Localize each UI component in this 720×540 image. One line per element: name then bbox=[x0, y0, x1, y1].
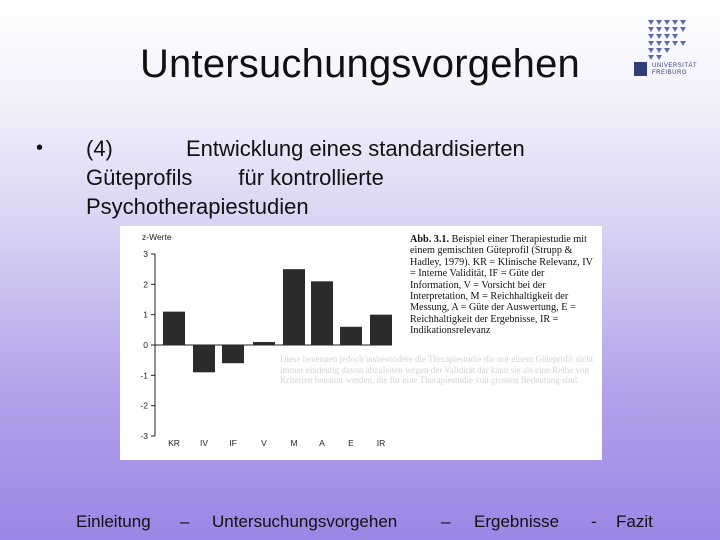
logo-text: UNIVERSITÄT FREIBURG bbox=[652, 63, 698, 76]
bar bbox=[283, 269, 305, 345]
bleed-through-text: Diese benennen jedoch insbesondere die Therapiestudie die mit einem Güteprofil nicht immer eindeutig davon abzuleiten wegen der Validität dar kann sie als eine Reihe von Kriterien benannt werden, die für eine Therapiestudie von grossen Bedeutung sind. bbox=[280, 354, 594, 385]
caption-text: Beispiel einer Therapiestudie mit einem gemischten Güteprofil (Strupp & Hadley, 1979). KR = Klinische Relevanz, IV = Interne Validität, IF = Güte der Information, V = Vorsicht bei der Interpretation, M = Reichhaltigkeit der Messung, A = Güte der Auswertung, E = Reichhaltigkeit der Ergebnisse, IR = Indikationsrelevanz bbox=[410, 234, 593, 337]
bar bbox=[340, 327, 362, 345]
y-tick-label: 3 bbox=[143, 249, 148, 259]
item-text-line2a: Güteprofils bbox=[86, 165, 193, 190]
x-tick-label: V bbox=[261, 438, 267, 448]
x-tick-label: IV bbox=[199, 438, 209, 448]
y-tick-label: -3 bbox=[140, 431, 148, 441]
bullet-text bbox=[86, 134, 606, 221]
footer-separator: – bbox=[441, 512, 451, 531]
item-text-line2b: für kontrollierte bbox=[238, 165, 384, 190]
bar bbox=[163, 312, 185, 345]
y-axis-label: z-Werte bbox=[142, 232, 172, 242]
caption-label: Abb. 3.1. bbox=[410, 234, 450, 245]
bar-chart bbox=[120, 226, 402, 460]
y-tick-label: 0 bbox=[143, 340, 148, 350]
item-text-line1: Entwicklung eines standardisierten bbox=[186, 136, 525, 161]
y-tick-label: -2 bbox=[140, 400, 148, 411]
bar bbox=[253, 342, 275, 345]
bar bbox=[222, 345, 244, 363]
item-text-line3: Psychotherapiestudien bbox=[86, 194, 309, 219]
x-tick-label: IR bbox=[376, 438, 386, 448]
bullet-point: • bbox=[36, 137, 44, 159]
figure-caption bbox=[410, 234, 598, 337]
logo-bar bbox=[634, 62, 647, 76]
footer-item-fazit[interactable]: Fazit bbox=[616, 512, 653, 531]
footer-item-untersuchungsvorgehen[interactable]: Untersuchungsvorgehen bbox=[212, 512, 398, 531]
x-tick-label: M bbox=[290, 438, 298, 448]
x-tick-label: A bbox=[319, 438, 325, 448]
y-tick-label: 2 bbox=[143, 279, 148, 290]
scanned-figure bbox=[120, 226, 602, 460]
footer-item-ergebnisse[interactable]: Ergebnisse bbox=[474, 512, 560, 531]
slide-title: Untersuchungsvorgehen bbox=[139, 42, 581, 86]
y-tick-label: 1 bbox=[143, 309, 148, 320]
footer-separator: – bbox=[180, 512, 190, 531]
x-tick-label: KR bbox=[168, 438, 180, 448]
bar bbox=[311, 281, 333, 345]
y-tick-label: -1 bbox=[140, 370, 148, 381]
x-tick-label: E bbox=[348, 438, 354, 448]
bar bbox=[370, 315, 392, 345]
footer-separator: - bbox=[591, 512, 597, 531]
footer-item-einleitung[interactable]: Einleitung bbox=[76, 512, 151, 531]
x-tick-label: IF bbox=[229, 438, 237, 448]
bar bbox=[193, 345, 215, 372]
item-number: (4) bbox=[86, 136, 113, 161]
